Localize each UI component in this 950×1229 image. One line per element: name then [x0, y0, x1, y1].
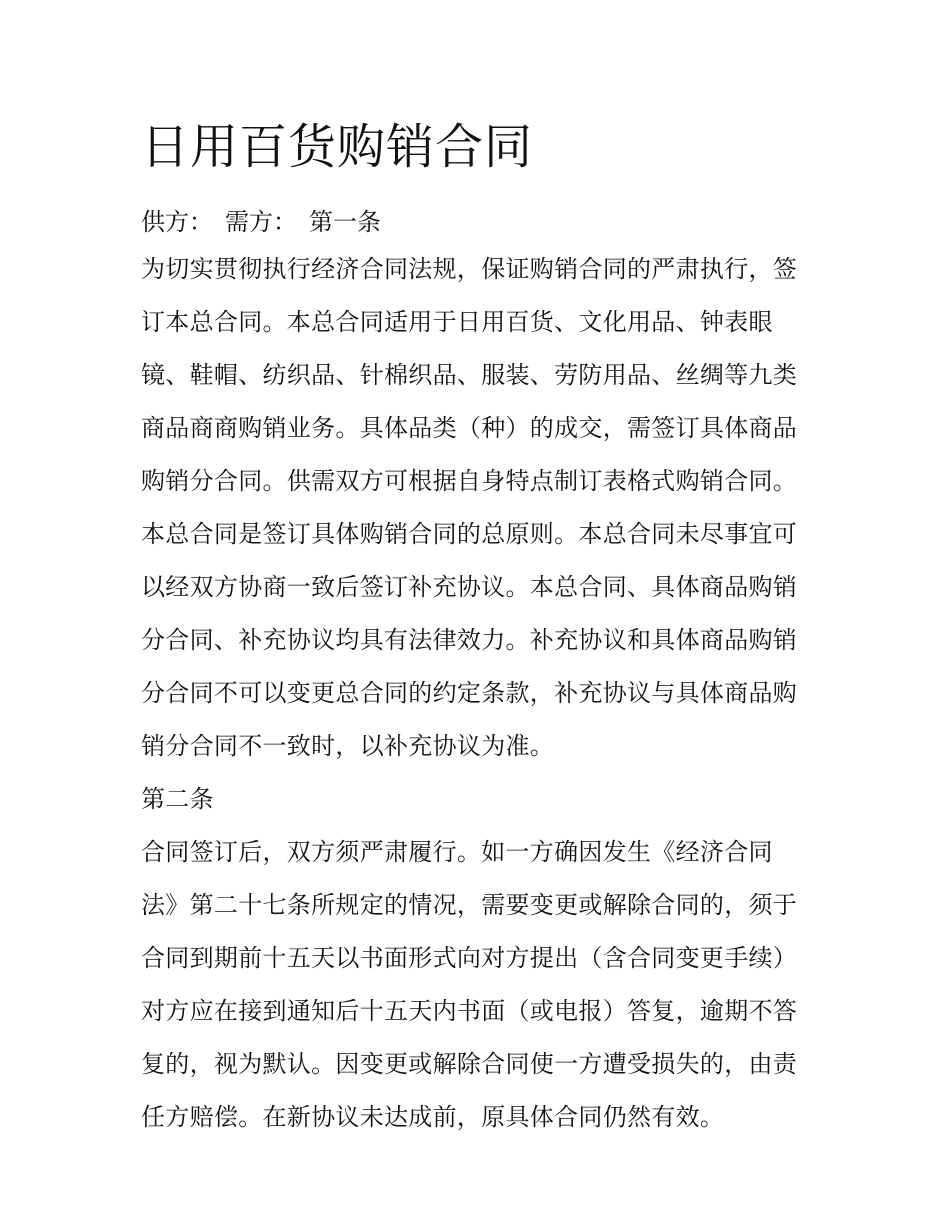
article-1-line: 销分合同不一致时，以补充协议为准。	[141, 732, 555, 760]
article-2-line: 合同到期前十五天以书面形式向对方提出（含合同变更手续）	[141, 944, 798, 972]
article-1-heading: 第一条	[309, 208, 381, 236]
article-2-heading: 第二条	[141, 785, 214, 813]
document-title: 日用百货购销合同	[141, 119, 534, 175]
article-1-line: 分合同不可以变更总合同的约定条款，补充协议与具体商品购	[141, 679, 798, 707]
article-1-line: 镜、鞋帽、纺织品、针棉织品、服装、劳防用品、丝绸等九类	[141, 361, 798, 389]
article-2-line: 复的，视为默认。因变更或解除合同使一方遭受损失的，由责	[141, 1050, 798, 1078]
article-2-line: 法》第二十七条所规定的情况，需要变更或解除合同的，须于	[141, 891, 798, 919]
article-1-line: 为切实贯彻执行经济合同法规，保证购销合同的严肃执行，签	[141, 255, 798, 283]
article-2-line: 对方应在接到通知后十五天内书面（或电报）答复，逾期不答	[141, 997, 798, 1025]
supplier-label: 供方：	[141, 208, 213, 236]
article-1-line: 分合同、补充协议均具有法律效力。补充协议和具体商品购销	[141, 626, 798, 654]
article-1-line: 购销分合同。供需双方可根据自身特点制订表格式购销合同。	[141, 467, 798, 495]
article-1-line: 本总合同是签订具体购销合同的总原则。本总合同未尽事宜可	[141, 520, 798, 548]
buyer-label: 需方：	[225, 208, 297, 236]
parties-line	[141, 201, 381, 243]
article-2-line: 任方赔偿。在新协议未达成前，原具体合同仍然有效。	[141, 1103, 725, 1131]
article-2-line: 合同签订后，双方须严肃履行。如一方确因发生《经济合同	[141, 838, 773, 866]
article-1-line: 商品商商购销业务。具体品类（种）的成交，需签订具体商品	[141, 414, 798, 442]
article-1-line: 以经双方协商一致后签订补充协议。本总合同、具体商品购销	[141, 573, 798, 601]
article-1-line: 订本总合同。本总合同适用于日用百货、文化用品、钟表眼	[141, 308, 773, 336]
